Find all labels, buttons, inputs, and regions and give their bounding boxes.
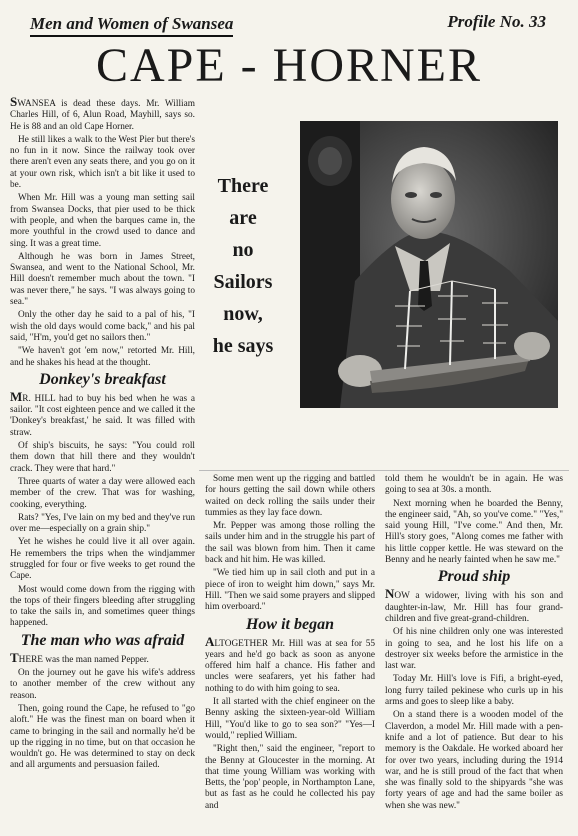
pull-quote [203, 170, 283, 362]
paragraph: Of his nine children only one was interested in going to sea, and he lost his life on a destroyer six weeks before the armistice in the last war. [385, 627, 563, 672]
article-column-2 [205, 474, 375, 834]
headline: CAPE - HORNER [95, 39, 483, 92]
paragraph: THERE was the man named Pepper. [10, 649, 149, 665]
subheading-donkeys-breakfast: Donkey's breakfast [39, 370, 166, 388]
subheading-proud-ship: Proud ship [437, 568, 511, 586]
paragraph: On the journey out he gave his wife's address to another member of the crew without any reason. [10, 668, 195, 701]
pull-quote-line: are [229, 207, 257, 229]
paragraph: NOW a widower, living with his son and daughter-in-law, Mr. Hill has four grand-children and five great-grand-children. [385, 586, 563, 624]
paragraph: Yet he wishes he could live it all over again. He remembers the trips when the windjammer struggled for four or five weeks to get round the Cape. [10, 537, 195, 582]
paragraph: Most would come down from the rigging with the tops of their fingers bleeding after struggling to take the sails in, and sometimes queer things happened. [10, 584, 195, 629]
portrait-photo [300, 121, 558, 408]
paragraph: Three quarts of water a day were allowed each member of the crew. That was for washing, cooking, everything. [10, 476, 195, 510]
pull-quote-line: There [217, 175, 269, 197]
paragraph: Rats? "Yes, I've lain on my bed and they've run over me—especially on a grain ship." [10, 512, 195, 535]
subheading-man-who-was-afraid: The man who was afraid [20, 631, 185, 649]
article-column-1 [10, 96, 195, 831]
paragraph: Today Mr. Hill's love is Fifi, a bright-eyed, long furry tailed pekinese who curls up in his arms and goes to sleep like a baby. [385, 674, 563, 708]
profile-number: Profile No. 33 [447, 12, 546, 31]
paragraph: Although he was born in James Street, Swansea, and went to the National School, Mr. Hill doesn't remember much about the town. "I was never there," he says. "I was always going to sea." [10, 251, 195, 308]
paragraph: When Mr. Hill was a young man setting sail from Swansea Docks, that pier used to be thick with people, and when the barques came in, the more youthful in the crowd used to dance and sing. It was a great time. [10, 193, 195, 249]
paragraph: Some men went up the rigging and battled for hours getting the sail down while others waited on deck rolling the sails under their tummies as they lay face down. [205, 474, 375, 518]
paragraph: He still likes a walk to the West Pier but there's no fun in it now. Since the railway took over there aren't even any seats there, and you go on it at your own risk, which isn't a bit like it used to be. [10, 134, 195, 191]
paragraph: "We tied him up in sail cloth and put in a piece of iron to weight him down," says Mr. Hill. "Then we said some prayers and slipped him overboard." [205, 568, 375, 613]
paragraph: Mr. Pepper was among those rolling the sails under him and in the struggle his part of the sail was blown from him. Then it came back and hit him. He was killed. [205, 521, 375, 566]
paragraph: Of ship's biscuits, he says: "You could roll them down that hill there and they wouldn't crack. They were that hard." [10, 441, 195, 474]
pull-quote-line: Sailors [213, 271, 273, 293]
article-column-3 [385, 474, 563, 834]
paragraph: It all started with the chief engineer on the Benny asking the sixteen-year-old William Hill, "You'd like to go to sea son?" "Yes—I would," replied William. [205, 697, 375, 741]
paragraph: "Right then," said the engineer, "report to the Benny at Gloucester in the morning. At that time young William was working with Betts, the 'pop' people, in Northampton Lane, but as fast as he could he collected his pay and [205, 744, 375, 811]
paragraph: told them he wouldn't be in again. He was going to sea at 30s. a month. [385, 474, 563, 496]
pull-quote-line: now, [223, 303, 263, 325]
divider [199, 470, 569, 471]
paragraph: "We haven't got 'em now," retorted Mr. Hill, and he shakes his head at the thought. [10, 346, 195, 368]
paragraph: Then, going round the Cape, he refused to "go aloft." He was the finest man on board when it came to bringing in the sail and normally he'd be up the rigging in no time, but on that occasion he wouldn't go. He was determined to stay on deck and all arguments and persuasion failed. [10, 703, 195, 771]
pull-quote-line: no [232, 239, 254, 261]
paragraph: Only the other day he said to a pal of his, "I wish the old days would come back," and his pal said, "H'm, you'd get no sailors then." [10, 310, 195, 343]
paragraph: ALTOGETHER Mr. Hill was at sea for 55 years and he'd go back as soon as anyone offered him half a chance. His father and uncles were seafarers, yet his father had nothing to do with him going to sea. [205, 633, 375, 694]
pull-quote-line: he says [212, 335, 274, 357]
subheading-how-it-began: How it began [245, 615, 334, 633]
paragraph: Next morning when he boarded the Benny, the engineer said, "Ah, so you've come." "Yes," said young Hill, "I've come." And then, Mr. Hill's story goes, "Along comes me father with his little copper kettle. He was steward on the Benny and he nearly fainted when he saw me." [385, 498, 563, 566]
paragraph: SWANSEA is dead these days. Mr. William Charles Hill, of 6, Alun Road, Mayhill, says so. He is 88 and an old Cape Horner. [10, 94, 195, 132]
paragraph: On a stand there is a wooden model of the Claverdon, a model Mr. Hill made with a pen-knife and a lot of patience. But dear to his memory is the Oakdale. He worked aboard her for over two years, including during the 1914 war, and he is still proud of the fact that when she was finally sold to the shipyards "she was forty years of age and had the same boiler as when she was new." [385, 710, 563, 811]
series-title: Men and Women of Swansea [30, 14, 233, 37]
paragraph: MR. HILL had to buy his bed when he was a sailor. "It cost eighteen pence and we called it the 'Donkey's breakfast,' he said. It was filled with straw. [10, 388, 195, 438]
